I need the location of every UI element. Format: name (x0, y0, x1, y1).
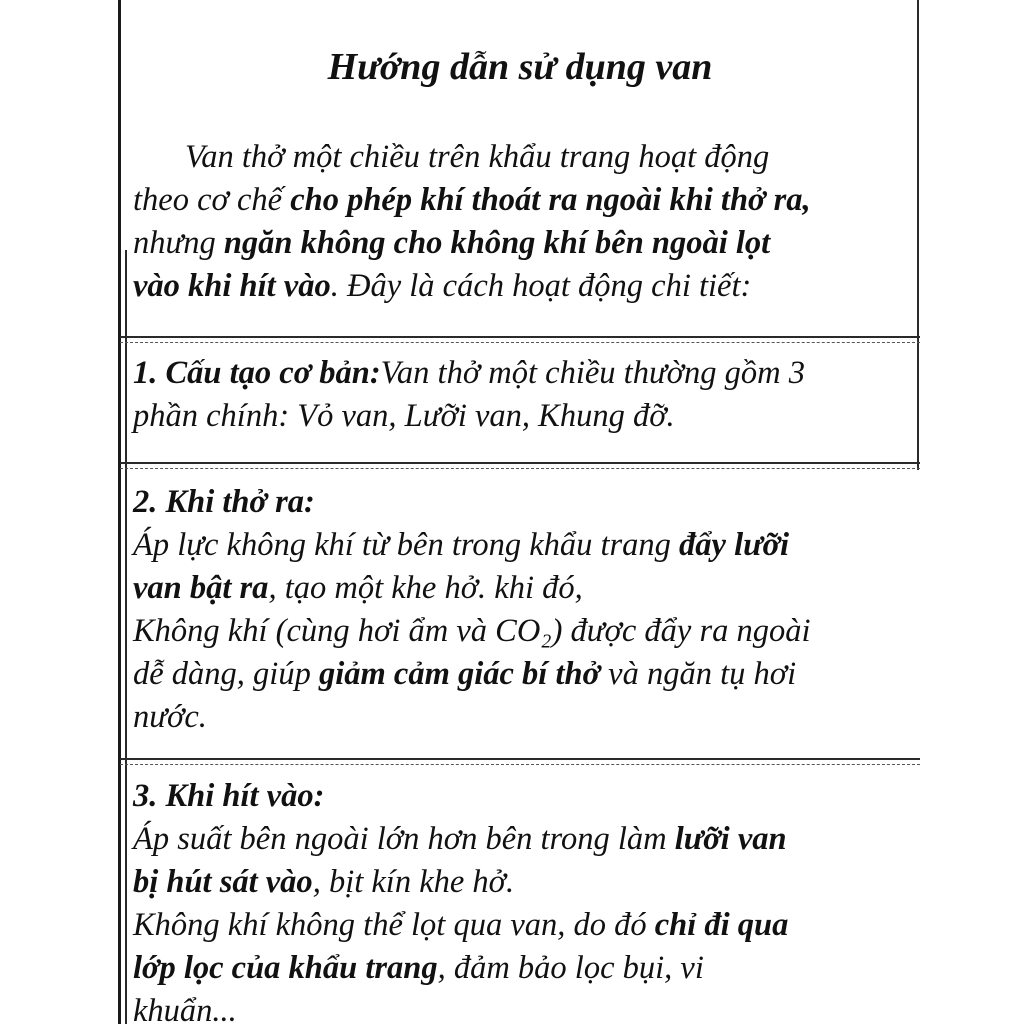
section-2-heading-line (133, 481, 811, 524)
section-3-line-5: khuẩn... (133, 993, 237, 1029)
left-inner-border-line (125, 250, 127, 1024)
section-divider-1 (120, 336, 920, 343)
intro-paragraph (133, 136, 811, 308)
section-2 (133, 481, 811, 739)
section-2-line-4: dễ dàng, giúp giảm cảm giác bí thở và ngăn tụ hơi (133, 656, 797, 692)
section-3-line-4: lớp lọc của khẩu trang, đảm bảo lọc bụi, vi (133, 950, 704, 986)
section-3-line-1: Áp suất bên ngoài lớn hơn bên trong làm lưỡi van (133, 821, 787, 857)
section-3-line-2: bị hút sát vào, bịt kín khe hở. (133, 864, 515, 900)
left-border-line (118, 0, 121, 1024)
section-divider-3 (120, 758, 920, 765)
section-2-line-5: nước. (133, 699, 207, 735)
section-2-line-3: Không khí (cùng hơi ẩm và CO₂) được đẩy ra ngoài (133, 613, 811, 649)
section-2-line-1: Áp lực không khí từ bên trong khẩu trang đẩy lưỡi (133, 527, 790, 563)
section-1-line-1: 1. Cấu tạo cơ bản:Van thở một chiều thường gồm 3 (133, 355, 805, 391)
intro-line-3: nhưng ngăn không cho không khí bên ngoài lọt (133, 225, 771, 261)
section-3-line-3: Không khí không thể lọt qua van, do đó chỉ đi qua (133, 907, 789, 943)
intro-line-1: Van thở một chiều trên khẩu trang hoạt động (185, 139, 770, 175)
document-title: Hướng dẫn sử dụng van (327, 46, 713, 88)
section-3-heading: 3. Khi hít vào: (133, 778, 325, 814)
section-1-line-2: phần chính: Vỏ van, Lưỡi van, Khung đỡ. (133, 398, 675, 434)
section-2-line-2: van bật ra, tạo một khe hở. khi đó, (133, 570, 583, 606)
section-1-heading: 1. Cấu tạo cơ bản: (133, 355, 381, 391)
section-3 (133, 775, 788, 1033)
intro-line-4: vào khi hít vào. Đây là cách hoạt động chi tiết: (133, 268, 752, 304)
section-1 (133, 352, 805, 438)
section-3-heading-line (133, 775, 788, 818)
intro-line-2: theo cơ chế cho phép khí thoát ra ngoài khi thở ra, (133, 182, 811, 218)
section-divider-2 (120, 462, 920, 469)
section-2-heading: 2. Khi thở ra: (133, 484, 315, 520)
